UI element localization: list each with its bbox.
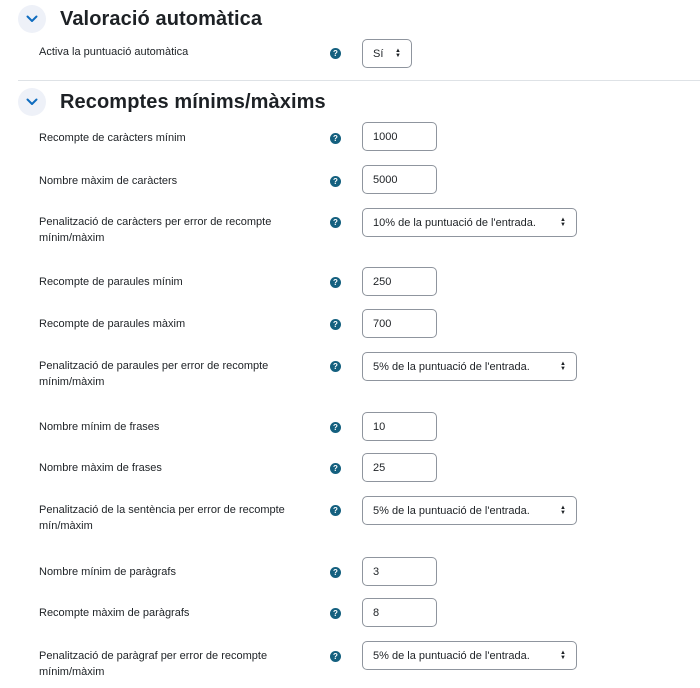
help-icon[interactable]: ? [330,217,341,228]
help-icon[interactable]: ? [330,608,341,619]
section-title: Valoració automàtica [60,7,263,30]
max-paragraphs-input[interactable] [362,598,437,627]
help-icon[interactable]: ? [330,422,341,433]
sentences-penalty-select[interactable] [362,496,577,525]
field-label: Activa la puntuació automàtica [39,46,189,58]
section-header-recomptes [18,88,326,116]
help-icon[interactable]: ? [330,567,341,578]
select-caret-icon: ▲ ▼ [560,360,566,372]
field-label: Recompte màxim de paràgrafs [39,607,190,619]
field-label: Penalització de caràcters per error de recompte mínim/màxim [39,216,272,244]
select-value: 10% de la puntuació de l'entrada. [373,216,536,229]
min-chars-input[interactable] [362,122,437,151]
help-icon[interactable]: ? [330,463,341,474]
field-label: Penalització de paràgraf per error de recompte mínim/màxim [39,650,268,678]
max-words-input[interactable] [362,309,437,338]
field-label: Nombre mínim de frases [39,421,160,433]
paragraphs-penalty-select[interactable] [362,641,577,670]
field-label: Recompte de paraules mínim [39,276,183,288]
field-label: Nombre màxim de frases [39,462,162,474]
max-chars-input[interactable] [362,165,437,194]
help-icon[interactable]: ? [330,176,341,187]
min-sentences-input[interactable] [362,412,437,441]
select-caret-icon: ▲ ▼ [560,504,566,516]
words-penalty-select[interactable] [362,352,577,381]
select-value: Sí [373,47,384,60]
chars-penalty-select[interactable] [362,208,577,237]
chevron-down-icon [26,98,38,106]
help-icon[interactable]: ? [330,133,341,144]
select-caret-icon: ▲ ▼ [560,649,566,661]
help-icon[interactable]: ? [330,48,341,59]
select-value: 5% de la puntuació de l'entrada. [373,649,530,662]
field-label: Nombre mínim de paràgrafs [39,566,176,578]
chevron-down-icon [26,15,38,23]
min-words-input[interactable] [362,267,437,296]
field-label: Recompte de paraules màxim [39,318,186,330]
collapse-section-valoracio-button[interactable] [18,5,46,33]
help-icon[interactable]: ? [330,319,341,330]
field-label: Nombre màxim de caràcters [39,175,178,187]
help-icon[interactable]: ? [330,361,341,372]
help-icon[interactable]: ? [330,505,341,516]
auto-grading-select[interactable] [362,39,412,68]
field-label: Penalització de paraules per error de recompte mínim/màxim [39,360,269,388]
max-sentences-input[interactable] [362,453,437,482]
select-caret-icon: ▲ ▼ [395,47,401,59]
select-value: 5% de la puntuació de l'entrada. [373,504,530,517]
field-label: Penalització de la sentència per error de recompte mín/màxim [39,504,285,532]
section-header-valoracio [18,5,262,33]
help-icon[interactable]: ? [330,277,341,288]
section-divider [18,80,700,81]
section-title: Recomptes mínims/màxims [60,90,326,113]
help-icon[interactable]: ? [330,651,341,662]
collapse-section-recomptes-button[interactable] [18,88,46,116]
select-value: 5% de la puntuació de l'entrada. [373,360,530,373]
min-paragraphs-input[interactable] [362,557,437,586]
field-label: Recompte de caràcters mínim [39,132,186,144]
select-caret-icon: ▲ ▼ [560,216,566,228]
